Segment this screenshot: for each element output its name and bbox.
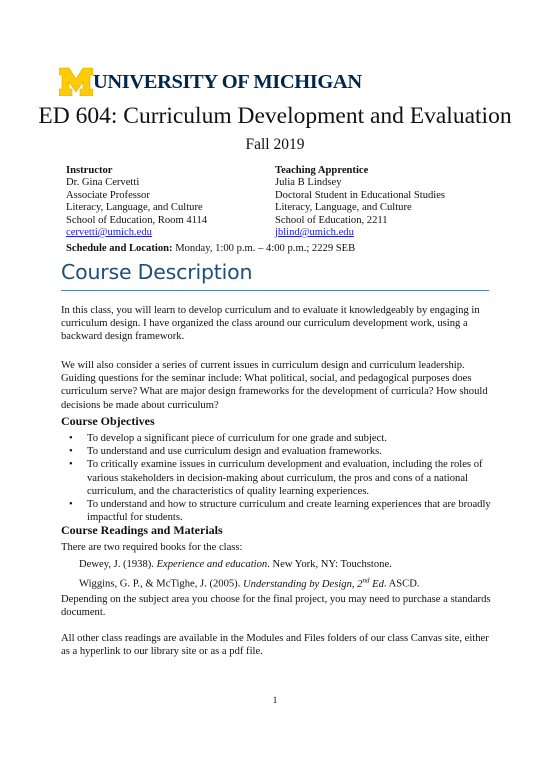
reference-edition-superscript: nd	[362, 576, 370, 584]
schedule-value: Monday, 1:00 p.m. – 4:00 p.m.; 2229 SEB	[172, 243, 356, 254]
reference-wiggins	[79, 576, 420, 590]
description-paragraph-1: In this class, you will learn to develop curriculum and to evaluate it knowledgeably by engaging in curriculum design. I have organized the class around our curriculum development work, using a backward design framework.	[61, 305, 480, 343]
list-item	[61, 458, 491, 498]
readings-intro: There are two required books for the class:	[61, 542, 243, 553]
course-title: ED 604: Curriculum Development and Evaluation	[38, 103, 512, 129]
bullet-icon: •	[69, 446, 73, 458]
bullet-icon: •	[69, 433, 73, 444]
apprentice-office: School of Education, 2211	[275, 214, 388, 226]
apprentice-heading: Teaching Apprentice	[275, 165, 369, 176]
course-description-heading: Course Description	[61, 260, 253, 284]
page-number: 1	[272, 696, 278, 706]
instructor-heading: Instructor	[66, 165, 113, 176]
block-m-icon	[59, 66, 93, 96]
reference-dewey	[79, 559, 392, 570]
standards-paragraph: Depending on the subject area you choose for the final project, you may need to purchase a standards document.	[61, 594, 491, 619]
logo-text: UNIVERSITY OF MICHIGAN	[93, 71, 362, 94]
reference-title	[243, 576, 384, 590]
reference-publisher: . New York, NY: Touchstone.	[267, 559, 392, 570]
canvas-paragraph: All other class readings are available in the Modules and Files folders of our class Canvas site, either as a hyperlink to our library site or as a pdf file.	[61, 633, 489, 658]
reference-authors: Wiggins, G. P., & McTighe, J. (2005).	[79, 578, 243, 590]
description-paragraph-2: We will also consider a series of current issues in curriculum design and curriculum leadership. Guiding questions for the seminar include: What political, social, and pedagogical purposes does curriculum serve? What are major design frameworks for the development of curricula? How should decisions be made about curriculum?	[61, 360, 488, 411]
reference-authors: Dewey, J. (1938).	[79, 559, 157, 570]
reference-title-text: Understanding by Design, 2	[243, 578, 363, 590]
instructor-name: Dr. Gina Cervetti	[66, 177, 140, 189]
instructor-office: School of Education, Room 4114	[66, 214, 208, 226]
objectives-list	[61, 432, 491, 524]
list-item	[61, 445, 491, 458]
objective-text: To understand and use curriculum design and evaluation frameworks.	[87, 446, 382, 458]
university-logo	[59, 66, 362, 96]
list-item	[61, 432, 491, 445]
objective-text: To develop a significant piece of curriculum for one grade and subject.	[87, 433, 387, 444]
course-term: Fall 2019	[245, 136, 305, 153]
schedule-label: Schedule and Location:	[66, 243, 173, 254]
apprentice-title: Doctoral Student in Educational Studies	[275, 189, 446, 201]
objective-text: To understand and how to structure curriculum and create learning experiences that are broadly impactful for students.	[87, 499, 491, 524]
apprentice-email-link[interactable]: jblind@umich.edu	[275, 227, 354, 239]
apprentice-block	[275, 165, 445, 239]
bullet-icon: •	[69, 459, 73, 471]
readings-heading: Course Readings and Materials	[61, 523, 223, 537]
schedule-line	[66, 243, 355, 254]
instructor-email-link[interactable]: cervetti@umich.edu	[66, 227, 152, 239]
instructor-block	[66, 165, 207, 239]
reference-publisher: . ASCD.	[383, 578, 420, 590]
bullet-icon: •	[69, 499, 73, 511]
objective-text: To critically examine issues in curriculum development and evaluation, including the roles of various stakeholders in decision-making about curriculum, the pros and cons of a national curriculum, and the characteristics of quality learning experiences.	[87, 459, 483, 497]
instructor-dept: Literacy, Language, and Culture	[66, 202, 203, 214]
list-item	[61, 498, 491, 524]
reference-title: Experience and education	[156, 559, 268, 570]
apprentice-dept: Literacy, Language, and Culture	[275, 202, 412, 214]
apprentice-name: Julia B Lindsey	[275, 177, 342, 189]
reference-title-end: Ed	[369, 578, 384, 590]
instructor-title: Associate Professor	[66, 189, 150, 201]
objectives-heading: Course Objectives	[61, 414, 155, 428]
heading-divider	[61, 290, 489, 291]
